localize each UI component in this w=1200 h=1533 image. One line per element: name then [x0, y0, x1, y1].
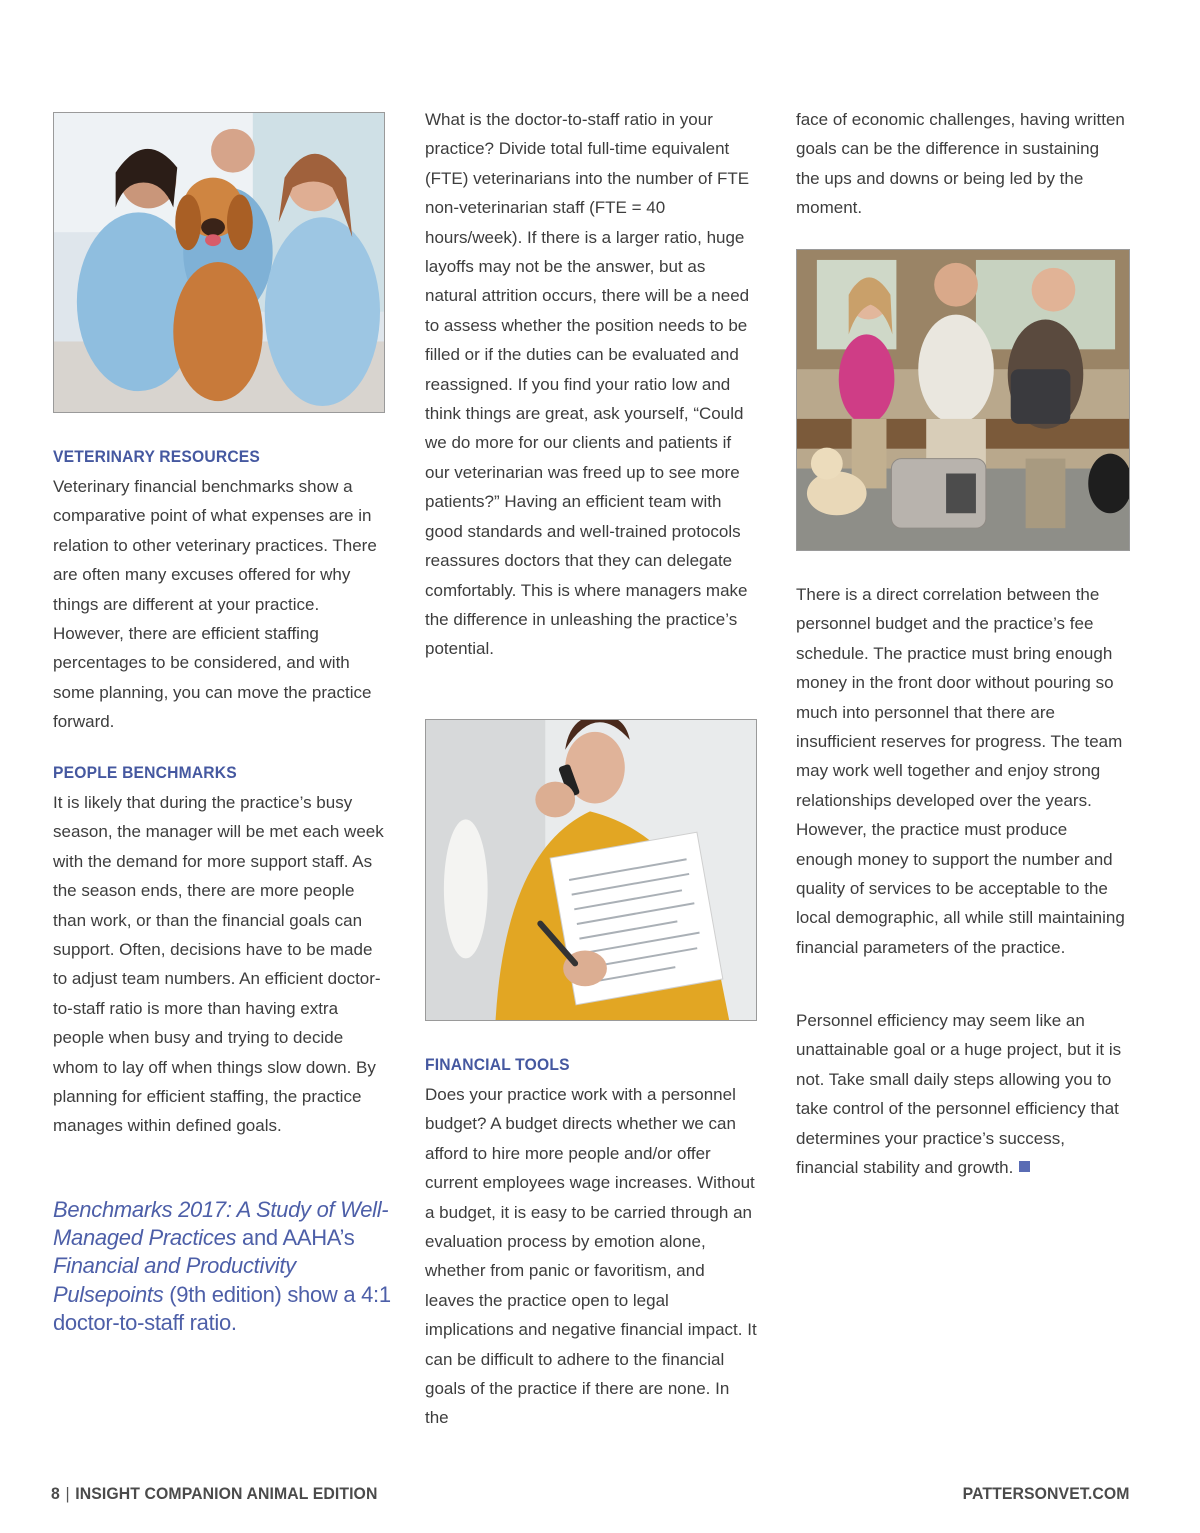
pull-quote-title-2: Financial and Productivity Pulsepoints — [53, 1253, 296, 1307]
photo-waiting-room-with-pets — [796, 249, 1130, 551]
end-of-article-square-icon — [1019, 1161, 1030, 1172]
paragraph: It is likely that during the practice’s busy season, the manager will be met each week with the demand for more support staff. As the season ends, there are more people than work, or than the financial goals can support. Often, decisions have to be made to adjust team numbers. An efficient doctor-to-staff ratio is more than having extra people when busy and trying to decide whom to lay off when things slow down. By planning for efficient staffing, the practice manages within defined goals. — [53, 793, 384, 1136]
photo-woman-on-phone-with-tax-forms — [425, 719, 757, 1021]
doctor-staff-ratio-body — [425, 105, 757, 664]
personnel-efficiency-body — [796, 1006, 1126, 1182]
photo-veterinary-team-with-dog — [53, 112, 385, 413]
people-benchmarks-body — [53, 788, 385, 1141]
veterinary-resources-body — [53, 472, 385, 737]
divider: | — [65, 1484, 70, 1503]
paragraph: face of economic challenges, having written goals can be the difference in sustaining the ups and downs or being led by the moment. — [796, 110, 1125, 218]
heading-people-benchmarks: PEOPLE BENCHMARKS — [53, 763, 237, 782]
correlation-body — [796, 580, 1126, 962]
economic-challenges-body — [796, 105, 1126, 223]
pull-quote-title-1: Benchmarks 2017: A Study of Well-Managed Practices — [53, 1197, 389, 1251]
paragraph-text: Personnel efficiency may seem like an unattainable goal or a huge project, but it is not. Take small daily steps allowing you to take control of the personnel efficiency that determines your practice’s success, financial stability and growth. — [796, 1011, 1122, 1178]
financial-tools-body — [425, 1080, 757, 1433]
pull-quote-text-2: (9th edition) show a 4:1 doctor-to-staff ratio. — [53, 1281, 391, 1335]
paragraph: Does your practice work with a personnel budget? A budget directs whether we can afford to hire more people and/or offer current employees wage increases. Without a budget, it is easy to be carried through an evaluation process by emotion alone, whether from panic or favoritism, and leaves the practice open to legal implications and negative financial impact. It can be difficult to adhere to the financial goals of the practice if there are none. In the — [425, 1085, 757, 1428]
pull-quote-text-1: and AAHA’s — [236, 1225, 355, 1251]
pull-quote — [53, 1196, 393, 1337]
paragraph — [796, 1006, 1126, 1182]
footer-website-link[interactable]: PATTERSONVET.COM — [962, 1484, 1129, 1503]
footer-publication — [51, 1484, 377, 1504]
page-number: 8 — [51, 1484, 60, 1503]
heading-veterinary-resources: VETERINARY RESOURCES — [53, 447, 261, 466]
paragraph: There is a direct correlation between the personnel budget and the practice’s fee schedule. The practice must bring enough money in the front door without pouring so much into personnel that there are insufficient reserves for progress. The team may work well together and enjoy strong relationships developed over the years. However, the practice must produce enough money to support the number and quality of services to be acceptable to the local demographic, all while still maintaining financial parameters of the practice. — [796, 585, 1125, 957]
heading-financial-tools: FINANCIAL TOOLS — [425, 1055, 570, 1074]
paragraph: What is the doctor-to-staff ratio in your practice? Divide total full-time equivalent (FTE) veterinarians into the number of FTE non-veterinarian staff (FTE = 40 hours/week). If there is a larger ratio, huge layoffs may not be the answer, but as natural attrition occurs, there will be a need to assess whether the position needs to be filled or if the duties can be evaluated and reassigned. If you find your ratio low and think things are great, ask yourself, “Could we do more for our clients and patients if our veterinarian was freed up to see more patients?” Having an efficient team with good standards and well-trained protocols reassures doctors that they can delegate comfortably. This is where managers make the difference in unleashing the practice’s potential. — [425, 110, 750, 659]
paragraph: Veterinary financial benchmarks show a comparative point of what expenses are in relation to other veterinary practices. There are often many excuses offered for why things are different at your practice. However, there are efficient staffing percentages to be considered, and with some planning, you can move the practice forward. — [53, 477, 377, 732]
publication-name: INSIGHT COMPANION ANIMAL EDITION — [75, 1484, 378, 1503]
